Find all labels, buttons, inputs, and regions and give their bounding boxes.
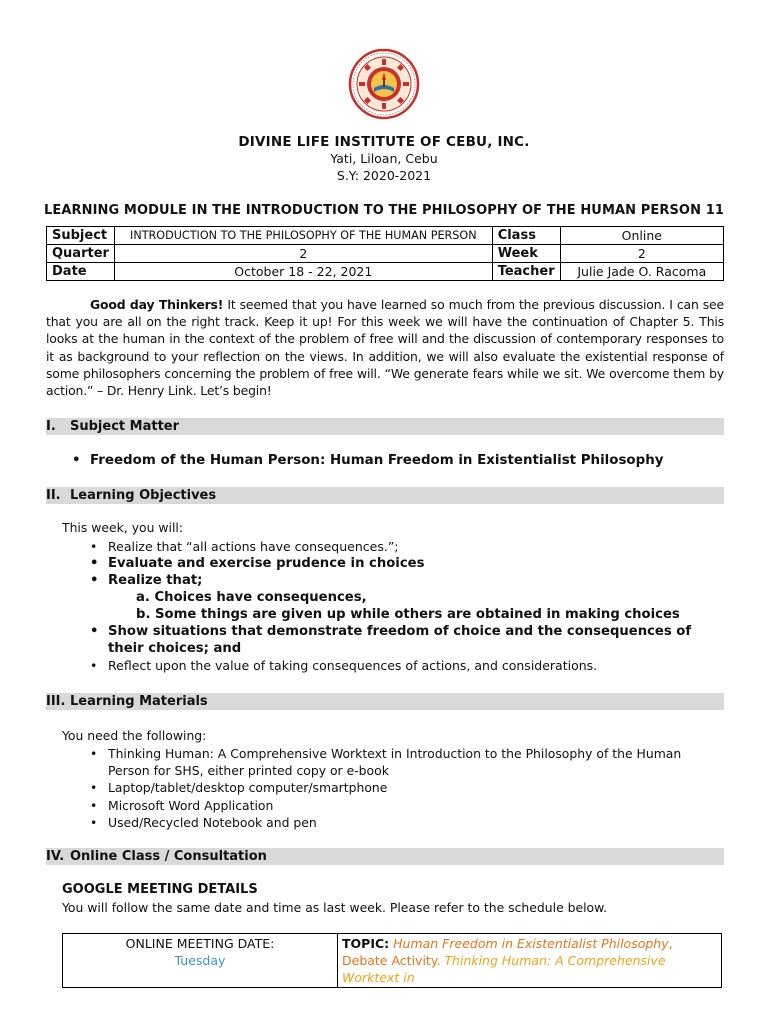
- date-value: October 18 - 22, 2021: [114, 263, 492, 281]
- subject-label: Subject: [47, 227, 115, 245]
- materials-intro: You need the following:: [62, 728, 207, 743]
- section-learning-materials: [46, 693, 724, 710]
- section-learning-objectives: [46, 487, 724, 504]
- info-row-date: [47, 263, 724, 281]
- school-name: DIVINE LIFE INSTITUTE OF CEBU, INC.: [238, 134, 530, 150]
- topic-label: TOPIC:: [342, 936, 390, 951]
- list-item: • Microsoft Word Application: [86, 797, 726, 814]
- section-number: II.: [46, 488, 61, 503]
- sub-list-item: b. Some things are given up while others are obtained in making choices: [136, 607, 680, 622]
- quarter-value: 2: [114, 245, 492, 263]
- class-value: Online: [560, 227, 723, 245]
- meeting-topic-cell: [338, 934, 722, 988]
- section-number: I.: [46, 419, 56, 434]
- section-subject-matter: [46, 418, 724, 435]
- section-number: IV.: [46, 849, 65, 864]
- intro-greeting: Good day Thinkers!: [90, 297, 224, 312]
- module-info-table: [46, 226, 724, 281]
- info-row-subject: [47, 227, 724, 245]
- intro-body: It seemed that you have learned so much from the previous discussion. I can see that you are all on the right track. Keep it up! For this week we will have the continuation of Chapter 5. This looks at the human in the context of the problem of free will and the discussion of contemporary responses to it as background to your reflection on the views. In addition, we will also evaluate the existential response of some philosophers concerning the problem of free will. “We generate fears while we sit. We overcome them by action.” – Dr. Henry Link. Let’s begin!: [46, 297, 724, 399]
- list-item: • Evaluate and exercise prudence in choices: [86, 555, 716, 572]
- objectives-intro: This week, you will:: [62, 520, 184, 535]
- section-title: Learning Materials: [70, 694, 208, 709]
- quarter-label: Quarter: [47, 245, 115, 263]
- section-title: Subject Matter: [70, 419, 180, 434]
- sub-list-item: a. Choices have consequences,: [136, 590, 367, 605]
- list-item: • Freedom of the Human Person: Human Freedom in Existentialist Philosophy: [68, 452, 708, 470]
- list-item: • Realize that “all actions have consequences.”;: [86, 538, 716, 555]
- school-seal-logo: [348, 48, 420, 120]
- week-label: Week: [492, 245, 560, 263]
- subject-matter-list: [68, 452, 708, 470]
- section-number: III.: [46, 694, 66, 709]
- meeting-date-header: ONLINE MEETING DATE:: [125, 936, 275, 951]
- meeting-date-cell: [63, 934, 338, 988]
- info-row-quarter: [47, 245, 724, 263]
- table-row: [63, 934, 722, 988]
- list-item: • Reflect upon the value of taking consequences of actions, and considerations.: [86, 657, 716, 674]
- module-title: LEARNING MODULE IN THE INTRODUCTION TO THE PHILOSOPHY OF THE HUMAN PERSON 11: [43, 203, 724, 218]
- schedule-table: [62, 933, 722, 988]
- list-item: • Laptop/tablet/desktop computer/smartphone: [86, 779, 726, 796]
- materials-list: [86, 745, 726, 831]
- topic-value: Human Freedom in Existentialist Philosophy: [393, 936, 669, 951]
- section-title: Learning Objectives: [70, 488, 217, 503]
- list-item: • Thinking Human: A Comprehensive Worktext in Introduction to the Philosophy of the Human Person for SHS, either printed copy or e-book: [86, 745, 726, 779]
- teacher-label: Teacher: [492, 263, 560, 281]
- google-meeting-description: You will follow the same date and time as last week. Please refer to the schedule below.: [62, 900, 608, 915]
- intro-paragraph: [46, 296, 724, 399]
- teacher-value: Julie Jade O. Racoma: [560, 263, 723, 281]
- school-year: S.Y: 2020-2021: [336, 168, 432, 183]
- school-address: Yati, Liloan, Cebu: [330, 151, 438, 166]
- list-item: • Used/Recycled Notebook and pen: [86, 814, 726, 831]
- section-online-class: [46, 848, 724, 865]
- subject-value: INTRODUCTION TO THE PHILOSOPHY OF THE HUMAN PERSON: [114, 227, 492, 245]
- meeting-date-value: Tuesday: [174, 953, 226, 968]
- class-label: Class: [492, 227, 560, 245]
- week-value: 2: [560, 245, 723, 263]
- date-label: Date: [47, 263, 115, 281]
- topic-resource: Thinking Human: A Comprehensive Worktext in: [342, 953, 666, 985]
- google-meeting-title: GOOGLE MEETING DETAILS: [62, 882, 258, 897]
- section-title: Online Class / Consultation: [70, 849, 267, 864]
- topic-separator: , Debate Activity.: [342, 936, 673, 968]
- objectives-list: [86, 538, 716, 674]
- list-item: • Show situations that demonstrate freedom of choice and the consequences of their choices; and: [86, 623, 716, 657]
- list-item: • Realize that;: [86, 572, 716, 589]
